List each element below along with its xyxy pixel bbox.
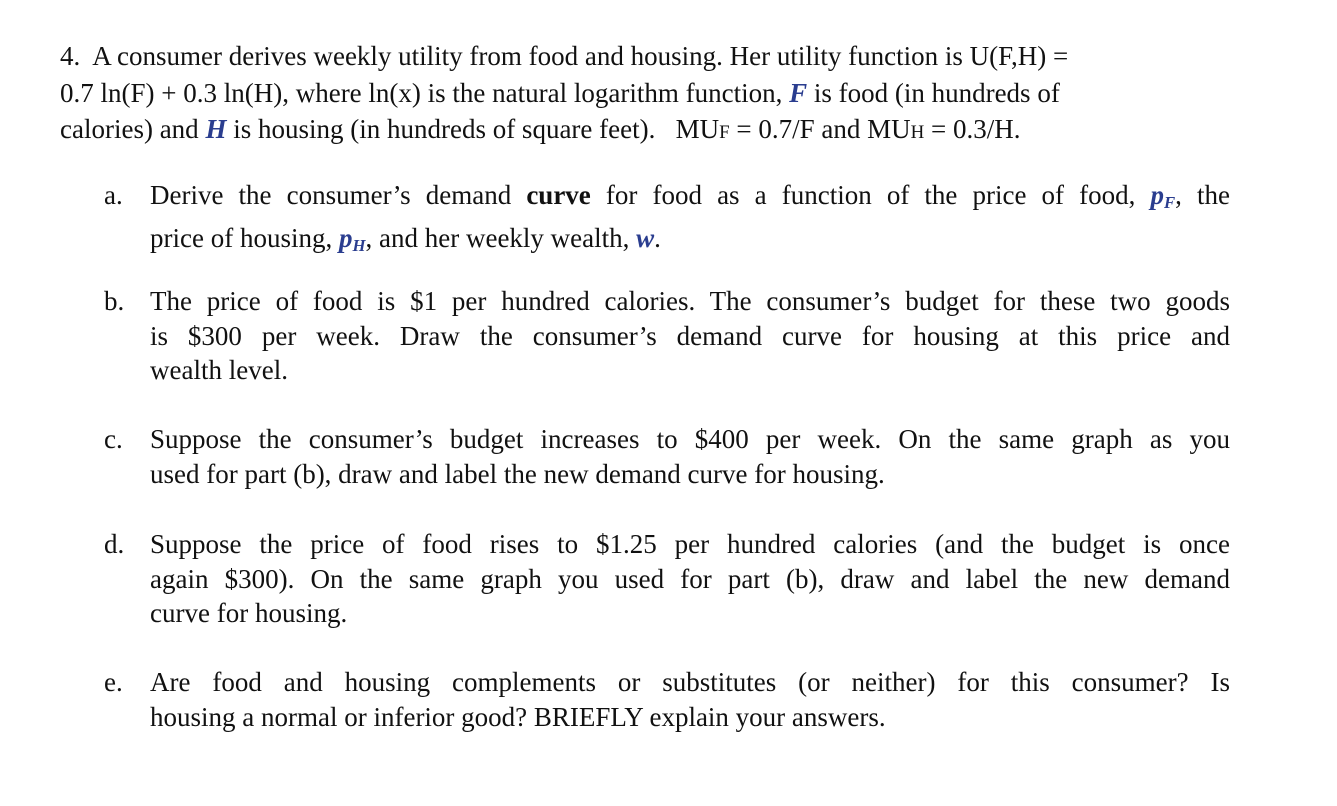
part-c-letter: c. [104, 424, 123, 454]
part-d-line-3: curve for housing. [150, 598, 348, 628]
price-food-variable: pF [1150, 180, 1176, 213]
part-b-line-1: The price of food is $1 per hundred calories. The consumer’s budget for these two goods [150, 286, 1230, 316]
intro-line-3: calories) and H is housing (in hundreds of square feet). MUF = 0.7/F and MUH = 0.3/H. [60, 114, 1021, 144]
part-b-letter: b. [104, 286, 125, 316]
part-b-line-3: wealth level. [150, 355, 288, 385]
part-d-body [150, 527, 1230, 631]
part-d [104, 527, 1230, 631]
question-intro [60, 38, 1180, 152]
part-e-line-1: Are food and housing complements or substitutes (or neither) for this consumer? Is [150, 667, 1230, 697]
part-d-letter: d. [104, 529, 125, 559]
part-d-line-1: Suppose the price of food rises to $1.25 per hundred calories (and the budget is once [150, 529, 1230, 559]
part-e [104, 665, 1230, 734]
part-c-line-2: used for part (b), draw and label the new demand curve for housing. [150, 458, 885, 489]
part-a [104, 178, 1230, 263]
intro-line-2: 0.7 ln(F) + 0.3 ln(H), where ln(x) is the natural logarithm function, F is food (in hundreds of [60, 77, 1060, 108]
part-e-letter: e. [104, 667, 123, 697]
part-e-line-2: housing a normal or inferior good? BRIEFLY explain your answers. [150, 701, 886, 732]
intro-line-1: 4. A consumer derives weekly utility from food and housing. Her utility function is U(F,H) = [60, 41, 1069, 71]
part-d-line-2: again $300). On the same graph you used for part (b), draw and label the new demand [150, 563, 1230, 594]
part-e-body [150, 665, 1230, 734]
part-a-line-1: Derive the consumer’s demand curve for food as a function of the price of food, pF, the [150, 180, 1231, 213]
part-c [104, 422, 1230, 491]
mu-food-subscript: F [719, 122, 730, 143]
wealth-variable: w [636, 222, 655, 253]
part-a-letter: a. [104, 180, 123, 210]
part-b [104, 284, 1230, 388]
part-a-body [150, 178, 1230, 263]
price-housing-variable: pH [338, 222, 366, 255]
part-c-body [150, 422, 1230, 491]
bold-curve: curve [526, 180, 591, 210]
housing-variable: H [205, 114, 227, 144]
part-b-body [150, 284, 1230, 388]
question-number: 4. [60, 41, 81, 71]
part-a-line-2: price of housing, pH, and her weekly wealth, w. [150, 222, 661, 255]
part-c-line-1: Suppose the consumer’s budget increases to $400 per week. On the same graph as you [150, 424, 1230, 454]
mu-housing-subscript: H [910, 122, 925, 143]
part-b-line-2: is $300 per week. Draw the consumer’s demand curve for housing at this price and [150, 320, 1230, 351]
food-variable: F [789, 77, 808, 108]
